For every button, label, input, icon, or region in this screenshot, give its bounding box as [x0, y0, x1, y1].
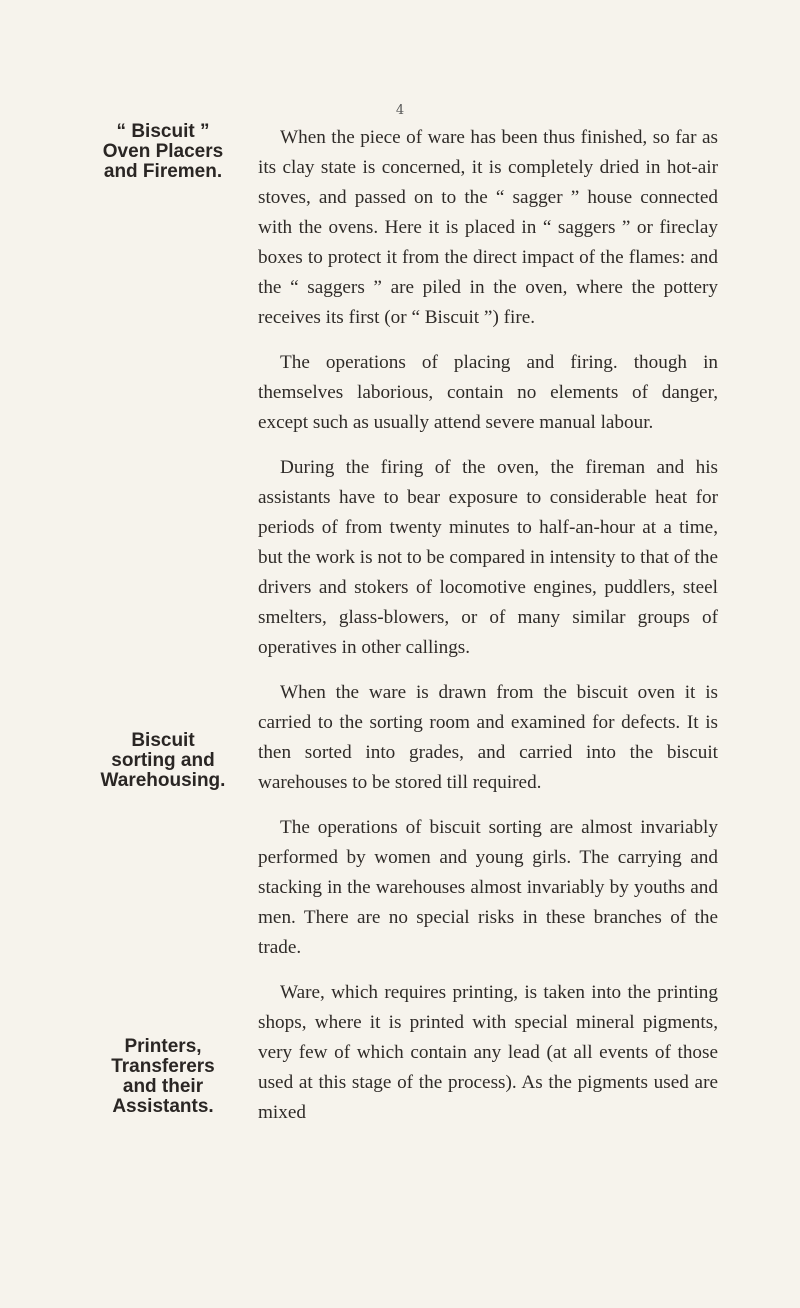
- paragraph: When the ware is drawn from the biscuit oven it is carried to the sorting room and examined for defects. It is then sorted into grades, and carried into the biscuit warehouses to be stored till required.: [258, 682, 718, 793]
- side-heading-biscuit-oven-placers: [78, 122, 248, 182]
- side-heading-line: Assistants.: [112, 1096, 214, 1117]
- paragraph: When the piece of ware has been thus finished, so far as its clay state is concerned, it is completely dried in hot-air stoves, and passed on to the “ sagger ” house connected with the ovens. Here it is placed in “ saggers ” or fireclay boxes to protect it from the direct impact of the flames: and the “ saggers ” are piled in the oven, where the pottery receives its first (or “ Biscuit ”) fire.: [258, 127, 718, 328]
- paragraph: Ware, which requires printing, is taken into the printing shops, where it is printed with special mineral pigments, very few of which contain any lead (at all events of those used at this stage of the process). As the pigments used are mixed: [258, 982, 718, 1123]
- side-heading-line: Oven Placers: [102, 141, 224, 162]
- side-heading-line: Biscuit: [131, 730, 195, 751]
- side-heading-printers-transferers: [78, 1037, 248, 1117]
- side-heading-line: Transferers: [111, 1056, 215, 1077]
- side-heading-line: and their: [122, 1076, 204, 1097]
- side-heading-line: “ Biscuit ”: [116, 121, 210, 142]
- side-heading-line: sorting and: [111, 750, 215, 771]
- body-text-column: [258, 123, 718, 1143]
- paragraph: The operations of biscuit sorting are almost invariably performed by women and young girls. The carrying and stacking in the warehouses almost invariably by youths and men. There are no special risks in these branches of the trade.: [258, 817, 718, 958]
- side-heading-line: Printers,: [124, 1036, 202, 1057]
- paragraph: The operations of placing and firing. though in themselves laborious, contain no elements of danger, except such as usually attend severe manual labour.: [258, 352, 718, 433]
- side-heading-biscuit-sorting: [78, 731, 248, 791]
- page-number: 4: [395, 103, 405, 118]
- side-heading-line: Warehousing.: [100, 770, 226, 791]
- side-heading-line: and Firemen.: [103, 161, 223, 182]
- paragraph: During the firing of the oven, the fireman and his assistants have to bear exposure to considerable heat for periods of from twenty minutes to half-an-hour at a time, but the work is not to be compared in intensity to that of the drivers and stokers of locomotive engines, puddlers, steel smelters, glass-blowers, or of many similar groups of operatives in other callings.: [258, 457, 718, 658]
